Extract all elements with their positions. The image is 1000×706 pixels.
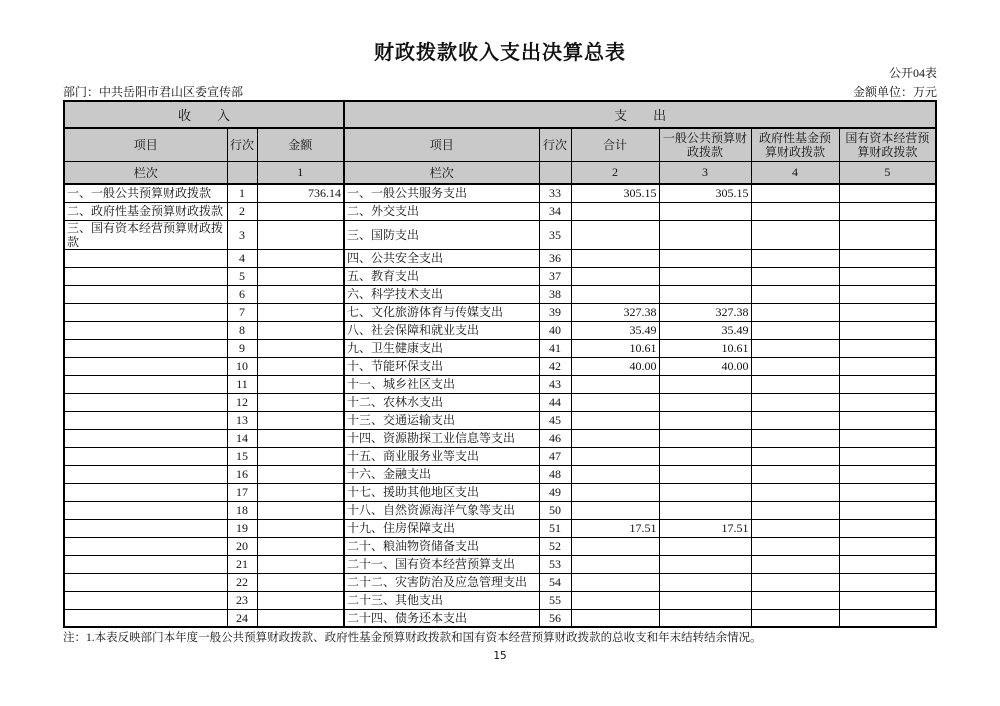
expense-item-cell: 十三、交通运输支出	[344, 411, 539, 429]
expense-state-capital-cell	[839, 202, 936, 220]
income-amount-cell	[257, 429, 344, 447]
expense-govt-fund-cell	[751, 375, 839, 393]
expense-state-capital-cell	[839, 465, 936, 483]
expense-general-budget-cell: 327.38	[659, 303, 751, 321]
expense-item-cell: 十一、城乡社区支出	[344, 375, 539, 393]
expense-govt-fund-cell	[751, 267, 839, 285]
expense-total-cell: 327.38	[571, 303, 659, 321]
expense-state-capital-cell	[839, 537, 936, 555]
expense-total-cell	[571, 375, 659, 393]
expense-total-cell	[571, 609, 659, 627]
expense-govt-fund-cell	[751, 220, 839, 249]
column-header-row	[64, 128, 936, 161]
expense-item-cell: 十五、商业服务业等支出	[344, 447, 539, 465]
section-header-row	[64, 101, 936, 128]
expense-line-cell: 51	[539, 519, 571, 537]
income-amount-cell	[257, 393, 344, 411]
col-govt-fund-budget: 政府性基金预算财政拨款	[751, 128, 839, 161]
table-row	[64, 321, 936, 339]
expense-general-budget-cell	[659, 393, 751, 411]
expense-general-budget-cell	[659, 285, 751, 303]
expense-state-capital-cell	[839, 555, 936, 573]
income-line-cell: 10	[227, 357, 257, 375]
expense-total-cell	[571, 411, 659, 429]
income-amount-cell	[257, 519, 344, 537]
expense-total-cell	[571, 249, 659, 267]
expense-line-cell: 43	[539, 375, 571, 393]
income-item-cell	[64, 501, 227, 519]
expense-govt-fund-cell	[751, 321, 839, 339]
expense-total-cell	[571, 285, 659, 303]
income-line-cell: 1	[227, 184, 257, 202]
expense-state-capital-cell	[839, 591, 936, 609]
expense-general-budget-cell: 17.51	[659, 519, 751, 537]
expense-govt-fund-cell	[751, 411, 839, 429]
income-item-cell	[64, 303, 227, 321]
expense-item-cell: 十二、农林水支出	[344, 393, 539, 411]
expense-line-cell: 35	[539, 220, 571, 249]
expense-govt-fund-cell	[751, 249, 839, 267]
expense-line-cell: 42	[539, 357, 571, 375]
table-row	[64, 285, 936, 303]
expense-govt-fund-cell	[751, 519, 839, 537]
expense-item-cell: 九、卫生健康支出	[344, 339, 539, 357]
expense-govt-fund-cell	[751, 202, 839, 220]
col-income-item: 项目	[64, 128, 227, 161]
income-amount-cell	[257, 501, 344, 519]
income-line-cell: 16	[227, 465, 257, 483]
income-item-cell	[64, 591, 227, 609]
income-amount-cell	[257, 609, 344, 627]
income-line-cell: 15	[227, 447, 257, 465]
income-line-cell: 7	[227, 303, 257, 321]
meta-row	[63, 83, 937, 100]
table-row	[64, 267, 936, 285]
income-amount-cell	[257, 285, 344, 303]
table-row	[64, 303, 936, 321]
expense-total-cell	[571, 447, 659, 465]
expense-line-cell: 55	[539, 591, 571, 609]
expense-general-budget-cell	[659, 609, 751, 627]
expense-line-cell: 54	[539, 573, 571, 591]
table-row	[64, 483, 936, 501]
expense-general-budget-cell	[659, 591, 751, 609]
col-expense-total: 合计	[571, 128, 659, 161]
expense-line-cell: 44	[539, 393, 571, 411]
income-amount-cell	[257, 465, 344, 483]
expense-line-cell: 47	[539, 447, 571, 465]
income-line-cell: 2	[227, 202, 257, 220]
income-item-cell	[64, 429, 227, 447]
income-line-cell: 9	[227, 339, 257, 357]
expense-general-budget-cell: 305.15	[659, 184, 751, 202]
table-row	[64, 591, 936, 609]
table-row	[64, 501, 936, 519]
expense-line-cell: 50	[539, 501, 571, 519]
lanci-income-item: 栏次	[64, 161, 227, 184]
expense-line-cell: 45	[539, 411, 571, 429]
income-item-cell	[64, 411, 227, 429]
expense-general-budget-cell	[659, 220, 751, 249]
expense-total-cell: 10.61	[571, 339, 659, 357]
table-row	[64, 184, 936, 202]
table-row	[64, 393, 936, 411]
income-line-cell: 22	[227, 573, 257, 591]
expense-item-cell: 七、文化旅游体育与传媒支出	[344, 303, 539, 321]
income-line-cell: 18	[227, 501, 257, 519]
expense-line-cell: 38	[539, 285, 571, 303]
expense-item-cell: 二、外交支出	[344, 202, 539, 220]
lanci-general-public-budget: 3	[659, 161, 751, 184]
expense-state-capital-cell	[839, 411, 936, 429]
expense-total-cell	[571, 202, 659, 220]
income-amount-cell	[257, 411, 344, 429]
income-amount-cell	[257, 447, 344, 465]
col-state-capital-budget: 国有资本经营预算财政拨款	[839, 128, 936, 161]
income-amount-cell	[257, 555, 344, 573]
income-line-cell: 23	[227, 591, 257, 609]
expense-item-cell: 二十、粮油物资储备支出	[344, 537, 539, 555]
table-row	[64, 537, 936, 555]
expense-item-cell: 四、公共安全支出	[344, 249, 539, 267]
expense-state-capital-cell	[839, 303, 936, 321]
expense-item-cell: 五、教育支出	[344, 267, 539, 285]
income-item-cell	[64, 465, 227, 483]
income-item-cell	[64, 267, 227, 285]
expense-state-capital-cell	[839, 339, 936, 357]
expense-total-cell	[571, 573, 659, 591]
income-section-header: 收 入	[64, 101, 344, 128]
expense-total-cell: 305.15	[571, 184, 659, 202]
expense-general-budget-cell	[659, 411, 751, 429]
expense-state-capital-cell	[839, 267, 936, 285]
expense-govt-fund-cell	[751, 184, 839, 202]
expense-state-capital-cell	[839, 375, 936, 393]
income-line-cell: 24	[227, 609, 257, 627]
expense-general-budget-cell	[659, 202, 751, 220]
expense-item-cell: 十九、住房保障支出	[344, 519, 539, 537]
expense-general-budget-cell: 40.00	[659, 357, 751, 375]
income-item-cell: 二、政府性基金预算财政拨款	[64, 202, 227, 220]
table-body	[64, 184, 936, 627]
income-line-cell: 13	[227, 411, 257, 429]
income-item-cell	[64, 249, 227, 267]
expense-state-capital-cell	[839, 393, 936, 411]
income-line-cell: 11	[227, 375, 257, 393]
expense-line-cell: 49	[539, 483, 571, 501]
expense-item-cell: 二十四、债务还本支出	[344, 609, 539, 627]
lanci-expense-total: 2	[571, 161, 659, 184]
expense-general-budget-cell	[659, 555, 751, 573]
expense-item-cell: 十、节能环保支出	[344, 357, 539, 375]
income-line-cell: 5	[227, 267, 257, 285]
income-item-cell	[64, 609, 227, 627]
expense-govt-fund-cell	[751, 483, 839, 501]
expense-govt-fund-cell	[751, 555, 839, 573]
income-line-cell: 14	[227, 429, 257, 447]
amount-unit-label: 金额单位：万元	[852, 85, 937, 99]
income-item-cell	[64, 375, 227, 393]
income-line-cell: 4	[227, 249, 257, 267]
expense-general-budget-cell: 35.49	[659, 321, 751, 339]
income-amount-cell	[257, 375, 344, 393]
expense-state-capital-cell	[839, 220, 936, 249]
expense-general-budget-cell	[659, 447, 751, 465]
expense-line-cell: 56	[539, 609, 571, 627]
income-item-cell	[64, 321, 227, 339]
income-amount-cell	[257, 267, 344, 285]
lanci-expense-line	[539, 161, 571, 184]
expense-state-capital-cell	[839, 321, 936, 339]
column-index-row	[64, 161, 936, 184]
table-row	[64, 249, 936, 267]
expense-general-budget-cell	[659, 375, 751, 393]
page-title: 财政拨款收入支出决算总表	[374, 42, 626, 64]
expense-line-cell: 52	[539, 537, 571, 555]
income-item-cell	[64, 519, 227, 537]
table-row	[64, 375, 936, 393]
table-row	[64, 202, 936, 220]
income-item-cell	[64, 483, 227, 501]
expense-general-budget-cell	[659, 249, 751, 267]
table-row	[64, 339, 936, 357]
table-header	[64, 101, 936, 184]
table-row	[64, 357, 936, 375]
expense-govt-fund-cell	[751, 429, 839, 447]
expense-total-cell	[571, 555, 659, 573]
expense-govt-fund-cell	[751, 591, 839, 609]
expense-line-cell: 39	[539, 303, 571, 321]
footnote: 注：1.本表反映部门本年度一般公共预算财政拨款、政府性基金预算财政拨款和国有资本经营预算财政拨款的总收支和年末结转结余情况。	[63, 632, 762, 644]
table-row	[64, 519, 936, 537]
lanci-income-amount: 1	[257, 161, 344, 184]
expense-govt-fund-cell	[751, 609, 839, 627]
expense-line-cell: 46	[539, 429, 571, 447]
col-expense-item: 项目	[344, 128, 539, 161]
income-amount-cell	[257, 537, 344, 555]
income-line-cell: 12	[227, 393, 257, 411]
expense-general-budget-cell: 10.61	[659, 339, 751, 357]
expense-state-capital-cell	[839, 519, 936, 537]
income-line-cell: 20	[227, 537, 257, 555]
expense-item-cell: 十六、金融支出	[344, 465, 539, 483]
expense-state-capital-cell	[839, 573, 936, 591]
expense-line-cell: 37	[539, 267, 571, 285]
income-amount-cell	[257, 220, 344, 249]
expense-item-cell: 一、一般公共服务支出	[344, 184, 539, 202]
expense-total-cell	[571, 537, 659, 555]
expense-govt-fund-cell	[751, 357, 839, 375]
expense-govt-fund-cell	[751, 339, 839, 357]
income-amount-cell: 736.14	[257, 184, 344, 202]
expense-item-cell: 三、国防支出	[344, 220, 539, 249]
expense-govt-fund-cell	[751, 573, 839, 591]
expense-state-capital-cell	[839, 609, 936, 627]
expense-state-capital-cell	[839, 429, 936, 447]
expense-general-budget-cell	[659, 483, 751, 501]
expense-general-budget-cell	[659, 429, 751, 447]
table-row	[64, 465, 936, 483]
col-income-line: 行次	[227, 128, 257, 161]
expense-general-budget-cell	[659, 267, 751, 285]
expense-total-cell: 40.00	[571, 357, 659, 375]
expense-total-cell	[571, 220, 659, 249]
expense-govt-fund-cell	[751, 393, 839, 411]
expense-line-cell: 40	[539, 321, 571, 339]
expense-general-budget-cell	[659, 465, 751, 483]
income-item-cell	[64, 393, 227, 411]
table-row	[64, 573, 936, 591]
lanci-income-line	[227, 161, 257, 184]
income-line-cell: 19	[227, 519, 257, 537]
income-item-cell	[64, 285, 227, 303]
expense-total-cell	[571, 393, 659, 411]
expense-total-cell	[571, 465, 659, 483]
expense-state-capital-cell	[839, 483, 936, 501]
expense-item-cell: 二十二、灾害防治及应急管理支出	[344, 573, 539, 591]
expense-state-capital-cell	[839, 285, 936, 303]
expense-general-budget-cell	[659, 501, 751, 519]
income-line-cell: 17	[227, 483, 257, 501]
expense-total-cell	[571, 591, 659, 609]
income-amount-cell	[257, 357, 344, 375]
table-row	[64, 609, 936, 627]
expense-line-cell: 36	[539, 249, 571, 267]
col-expense-line: 行次	[539, 128, 571, 161]
expense-item-cell: 八、社会保障和就业支出	[344, 321, 539, 339]
lanci-govt-fund-budget: 4	[751, 161, 839, 184]
expense-item-cell: 十四、资源勘探工业信息等支出	[344, 429, 539, 447]
expense-line-cell: 34	[539, 202, 571, 220]
expense-item-cell: 六、科学技术支出	[344, 285, 539, 303]
expense-state-capital-cell	[839, 357, 936, 375]
income-item-cell	[64, 339, 227, 357]
expense-line-cell: 41	[539, 339, 571, 357]
expense-govt-fund-cell	[751, 447, 839, 465]
col-income-amount: 金额	[257, 128, 344, 161]
table-row	[64, 220, 936, 249]
expense-govt-fund-cell	[751, 501, 839, 519]
table-row	[64, 411, 936, 429]
income-item-cell	[64, 555, 227, 573]
expense-total-cell	[571, 429, 659, 447]
lanci-expense-item: 栏次	[344, 161, 539, 184]
expense-state-capital-cell	[839, 184, 936, 202]
page-number: 15	[493, 650, 507, 662]
expense-item-cell: 十七、援助其他地区支出	[344, 483, 539, 501]
income-item-cell	[64, 447, 227, 465]
expense-total-cell: 17.51	[571, 519, 659, 537]
expense-total-cell	[571, 483, 659, 501]
expense-govt-fund-cell	[751, 537, 839, 555]
expense-total-cell	[571, 501, 659, 519]
income-amount-cell	[257, 573, 344, 591]
income-amount-cell	[257, 321, 344, 339]
table-row	[64, 429, 936, 447]
income-item-cell: 一、一般公共预算财政拨款	[64, 184, 227, 202]
expense-govt-fund-cell	[751, 285, 839, 303]
table-row	[64, 447, 936, 465]
income-line-cell: 6	[227, 285, 257, 303]
income-item-cell	[64, 573, 227, 591]
income-item-cell	[64, 537, 227, 555]
expense-state-capital-cell	[839, 447, 936, 465]
department-label: 部门：中共岳阳市君山区委宣传部	[63, 85, 244, 99]
income-line-cell: 8	[227, 321, 257, 339]
expense-item-cell: 二十一、国有资本经营预算支出	[344, 555, 539, 573]
form-code-label: 公开04表	[888, 66, 937, 80]
col-general-public-budget: 一般公共预算财政拨款	[659, 128, 751, 161]
income-item-cell	[64, 357, 227, 375]
expense-line-cell: 33	[539, 184, 571, 202]
expense-govt-fund-cell	[751, 303, 839, 321]
expense-state-capital-cell	[839, 249, 936, 267]
lanci-state-capital-budget: 5	[839, 161, 936, 184]
income-amount-cell	[257, 303, 344, 321]
expense-general-budget-cell	[659, 573, 751, 591]
income-amount-cell	[257, 202, 344, 220]
income-amount-cell	[257, 483, 344, 501]
income-amount-cell	[257, 249, 344, 267]
table-row	[64, 555, 936, 573]
income-item-cell: 三、国有资本经营预算财政拨款	[64, 220, 227, 249]
income-line-cell: 3	[227, 220, 257, 249]
expense-total-cell: 35.49	[571, 321, 659, 339]
budget-final-accounts-table	[63, 100, 937, 628]
income-amount-cell	[257, 591, 344, 609]
expense-item-cell: 二十三、其他支出	[344, 591, 539, 609]
income-line-cell: 21	[227, 555, 257, 573]
expense-line-cell: 48	[539, 465, 571, 483]
expense-total-cell	[571, 267, 659, 285]
income-amount-cell	[257, 339, 344, 357]
expense-govt-fund-cell	[751, 465, 839, 483]
expense-section-header: 支 出	[344, 101, 936, 128]
expense-general-budget-cell	[659, 537, 751, 555]
expense-line-cell: 53	[539, 555, 571, 573]
expense-state-capital-cell	[839, 501, 936, 519]
expense-item-cell: 十八、自然资源海洋气象等支出	[344, 501, 539, 519]
